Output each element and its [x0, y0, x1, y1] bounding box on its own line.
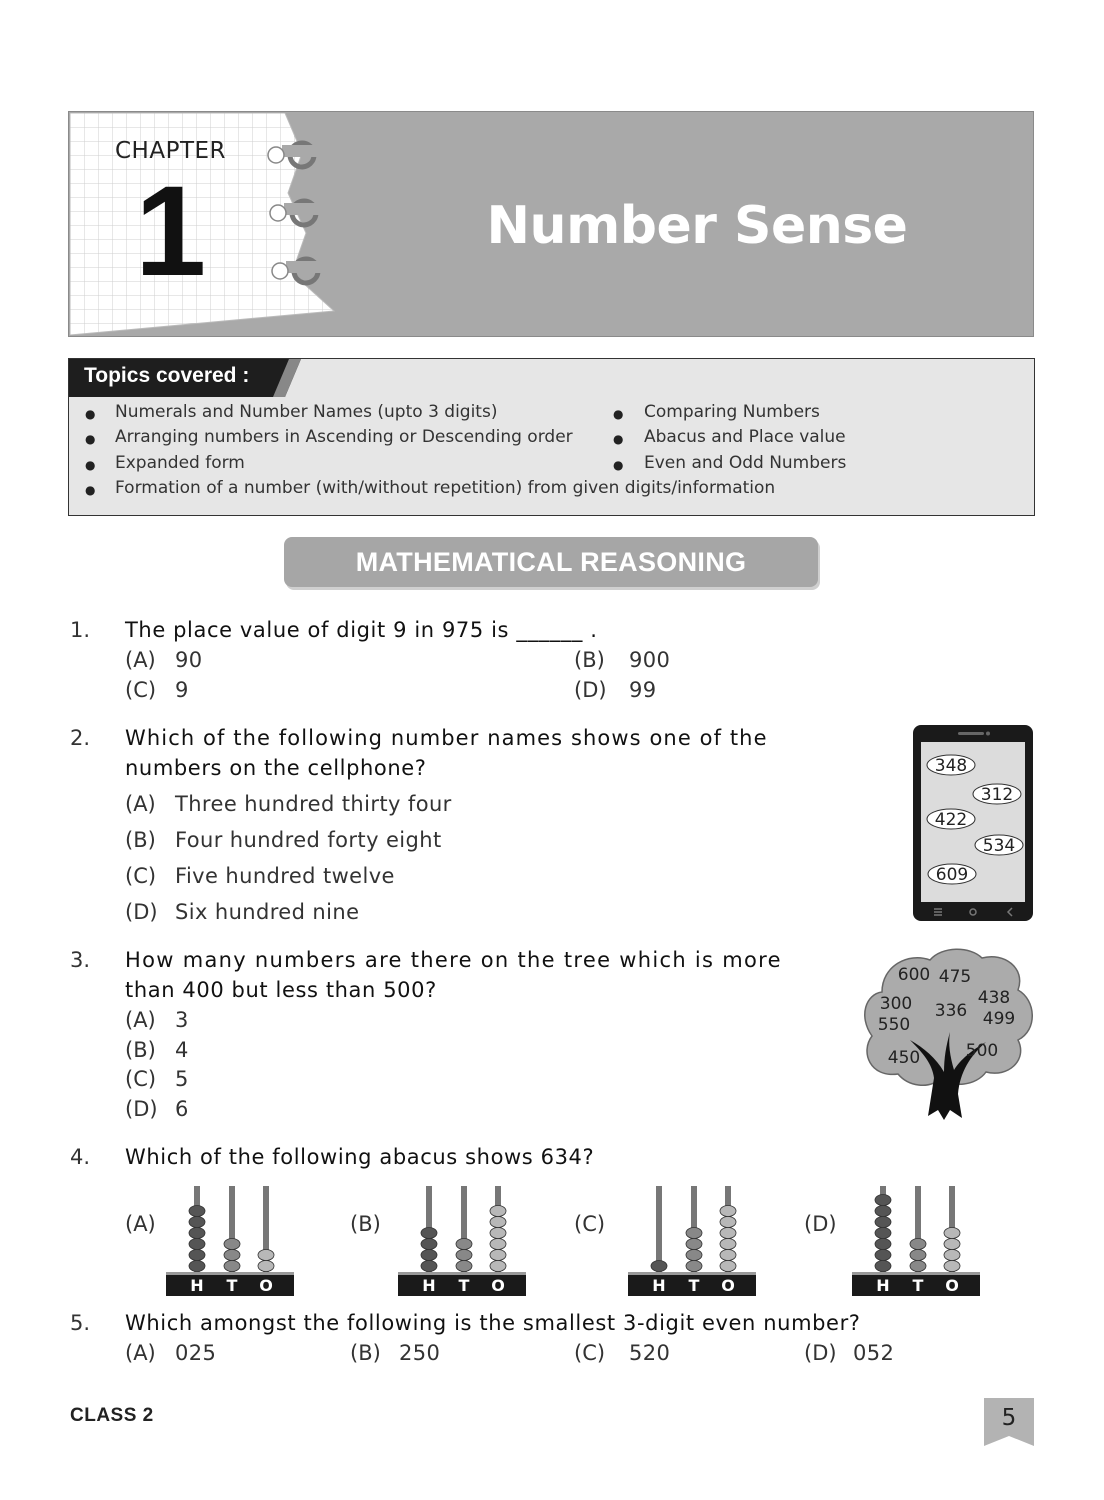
abacus-bead [875, 1206, 891, 1217]
bullet-icon: ● [85, 432, 96, 446]
abacus-bead [189, 1250, 205, 1261]
abacus-bead [944, 1250, 960, 1261]
option-label: (B) [350, 1212, 381, 1236]
question-text: Which of the following abacus shows 634? [125, 1145, 595, 1169]
phone-number: 422 [934, 810, 968, 830]
abacus-bead [686, 1239, 702, 1250]
abacus-bead [686, 1261, 702, 1272]
abacus-option-c[interactable] [628, 1180, 756, 1296]
abacus-bead [944, 1261, 960, 1272]
abacus-bead [720, 1217, 736, 1228]
abacus-place-label: H [652, 1276, 666, 1295]
option-text: 9 [175, 678, 189, 702]
chapter-title: Number Sense [486, 196, 908, 256]
abacus-bead [910, 1239, 926, 1250]
abacus-place-label: T [226, 1276, 238, 1295]
abacus-bead [189, 1228, 205, 1239]
question-number: 4. [70, 1145, 91, 1169]
abacus-bead [875, 1261, 891, 1272]
phone-number: 312 [980, 785, 1014, 805]
page-number: 5 [1001, 1405, 1017, 1431]
topic-item: Abacus and Place value [644, 427, 846, 447]
abacus-bead [875, 1195, 891, 1206]
topic-item: Even and Odd Numbers [644, 453, 847, 473]
abacus-bead [189, 1239, 205, 1250]
abacus-bead [720, 1239, 736, 1250]
question-text: Which of the following number names shows one of the [125, 726, 768, 750]
option-text: Six hundred nine [175, 900, 360, 924]
option-label: (B) [125, 828, 156, 852]
topic-item: Formation of a number (with/without repetition) from given digits/information [115, 478, 776, 498]
abacus-bead [910, 1250, 926, 1261]
question-number: 5. [70, 1311, 91, 1335]
question-number: 1. [70, 618, 91, 642]
option-text: 3 [175, 1008, 189, 1032]
abacus-bead [224, 1239, 240, 1250]
option-label: (D) [125, 900, 158, 924]
abacus-option-a[interactable] [166, 1180, 294, 1296]
tree-number: 438 [977, 988, 1011, 1008]
question-text: Which amongst the following is the smallest 3-digit even number? [125, 1311, 861, 1335]
option-label: (D) [125, 1097, 158, 1121]
tree-number: 499 [982, 1009, 1016, 1029]
option-text: 5 [175, 1067, 189, 1091]
tree-number: 600 [897, 965, 931, 985]
abacus-bead [490, 1217, 506, 1228]
abacus-place-label: O [491, 1276, 505, 1295]
abacus-rod [656, 1186, 662, 1272]
topics-title: Topics covered : [84, 364, 250, 387]
option-label: (A) [125, 792, 156, 816]
option-label: (A) [125, 648, 156, 672]
cellphone-illustration [912, 724, 1034, 922]
tree-number: 300 [879, 994, 913, 1014]
abacus-place-label: T [458, 1276, 470, 1295]
phone-number: 534 [982, 836, 1016, 856]
option-text: 900 [629, 648, 671, 672]
question-text: The place value of digit 9 in 975 is ______ . [125, 618, 598, 642]
option-text: Three hundred thirty four [175, 792, 452, 816]
tree-illustration [858, 944, 1036, 1122]
abacus-bead [686, 1228, 702, 1239]
option-text: 520 [629, 1341, 671, 1365]
option-label: (B) [574, 648, 605, 672]
abacus-bead [651, 1261, 667, 1272]
abacus-bead [944, 1239, 960, 1250]
abacus-bead [189, 1217, 205, 1228]
abacus-bead [875, 1217, 891, 1228]
abacus-place-label: O [721, 1276, 735, 1295]
option-text: 6 [175, 1097, 189, 1121]
option-label: (C) [574, 1341, 606, 1365]
bullet-icon: ● [85, 458, 96, 472]
abacus-bead [490, 1239, 506, 1250]
topic-item: Comparing Numbers [644, 402, 820, 422]
question-text: numbers on the cellphone? [125, 756, 427, 780]
section-title: MATHEMATICAL REASONING [355, 547, 747, 577]
abacus-bead [875, 1250, 891, 1261]
phone-number: 609 [935, 865, 969, 885]
abacus-place-label: T [912, 1276, 924, 1295]
bullet-icon: ● [85, 407, 96, 421]
chapter-label: CHAPTER [115, 138, 227, 164]
chapter-number: 1 [135, 160, 207, 303]
option-label: (C) [125, 1067, 157, 1091]
bullet-icon: ● [613, 407, 624, 421]
option-text: 250 [399, 1341, 441, 1365]
option-text: 4 [175, 1038, 189, 1062]
option-text: 99 [629, 678, 657, 702]
tree-number: 450 [887, 1048, 921, 1068]
tree-number: 336 [934, 1001, 968, 1021]
abacus-place-label: H [422, 1276, 436, 1295]
bullet-icon: ● [613, 432, 624, 446]
option-text: 052 [853, 1341, 895, 1365]
abacus-bead [490, 1228, 506, 1239]
abacus-option-d[interactable] [852, 1180, 980, 1296]
abacus-bead [421, 1261, 437, 1272]
phone-number: 348 [934, 756, 968, 776]
option-label: (B) [350, 1341, 381, 1365]
option-label: (B) [125, 1038, 156, 1062]
abacus-bead [490, 1206, 506, 1217]
option-label: (C) [125, 678, 157, 702]
abacus-place-label: H [190, 1276, 204, 1295]
abacus-place-label: O [945, 1276, 959, 1295]
option-label: (D) [804, 1212, 837, 1236]
tree-number: 475 [938, 967, 972, 987]
abacus-bead [490, 1261, 506, 1272]
abacus-bead [490, 1250, 506, 1261]
question-number: 3. [70, 948, 91, 972]
topic-item: Arranging numbers in Ascending or Descending order [115, 427, 573, 447]
bullet-icon: ● [85, 483, 96, 497]
question-text: than 400 but less than 500? [125, 978, 437, 1002]
abacus-bead [421, 1239, 437, 1250]
abacus-bead [720, 1250, 736, 1261]
abacus-bead [258, 1250, 274, 1261]
tree-number: 500 [965, 1041, 999, 1061]
abacus-bead [456, 1250, 472, 1261]
option-label: (D) [804, 1341, 837, 1365]
abacus-bead [421, 1250, 437, 1261]
abacus-bead [456, 1261, 472, 1272]
abacus-bead [189, 1206, 205, 1217]
abacus-option-b[interactable] [398, 1180, 526, 1296]
abacus-bead [875, 1239, 891, 1250]
tree-number: 550 [877, 1015, 911, 1035]
abacus-bead [944, 1228, 960, 1239]
option-label: (A) [125, 1341, 156, 1365]
abacus-bead [224, 1261, 240, 1272]
option-label: (C) [125, 864, 157, 888]
abacus-place-label: H [876, 1276, 890, 1295]
abacus-bead [189, 1261, 205, 1272]
option-label: (A) [125, 1008, 156, 1032]
footer-class-label: CLASS 2 [70, 1405, 154, 1426]
abacus-bead [224, 1250, 240, 1261]
abacus-bead [258, 1261, 274, 1272]
abacus-bead [456, 1239, 472, 1250]
topic-item: Numerals and Number Names (upto 3 digits) [115, 402, 498, 422]
abacus-bead [686, 1250, 702, 1261]
option-label: (C) [574, 1212, 606, 1236]
abacus-bead [720, 1261, 736, 1272]
option-text: Four hundred forty eight [175, 828, 442, 852]
bullet-icon: ● [613, 458, 624, 472]
option-label: (A) [125, 1212, 156, 1236]
option-text: 90 [175, 648, 203, 672]
option-text: Five hundred twelve [175, 864, 395, 888]
abacus-bead [421, 1228, 437, 1239]
question-text: How many numbers are there on the tree which is more [125, 948, 782, 972]
option-text: 025 [175, 1341, 217, 1365]
abacus-bead [720, 1228, 736, 1239]
abacus-place-label: T [688, 1276, 700, 1295]
question-number: 2. [70, 726, 91, 750]
option-label: (D) [574, 678, 607, 702]
abacus-place-label: O [259, 1276, 273, 1295]
abacus-bead [875, 1228, 891, 1239]
abacus-bead [720, 1206, 736, 1217]
abacus-bead [910, 1261, 926, 1272]
topic-item: Expanded form [115, 453, 245, 473]
